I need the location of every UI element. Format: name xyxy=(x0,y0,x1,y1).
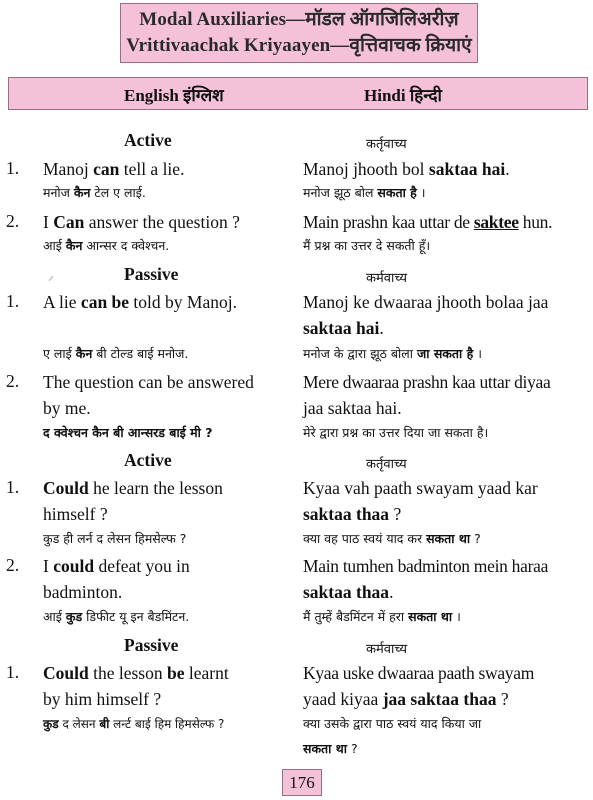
hindi-romanized-sentence-line-1: Mere dwaaraa prashn kaa uttar diyaa xyxy=(303,372,551,392)
hindi-romanized-sentence: Manoj jhooth bol saktaa hai. xyxy=(303,159,510,179)
english-sentence-line-2: himself ? xyxy=(43,504,108,524)
english-transliteration: ए लाई कैन बी टोल्ड बाई मनोज. xyxy=(43,346,189,361)
hindi-sentence: मेरे द्वारा प्रश्न का उत्तर दिया जा सकता है। xyxy=(303,425,489,440)
entry-number: 1. xyxy=(6,477,20,497)
hindi-romanized-sentence-line-1: Kyaa uske dwaaraa paath swayam xyxy=(303,663,535,683)
hindi-romanized-sentence-line-2: saktaa thaa. xyxy=(303,582,394,602)
hindi-romanized-sentence-line-2: yaad kiyaa jaa saktaa thaa ? xyxy=(303,689,509,709)
english-sentence: Manoj can tell a lie. xyxy=(43,159,185,179)
english-transliteration: आई कुड डिफीट यू इन बैडमिंटन. xyxy=(43,609,190,624)
english-sentence: A lie can be told by Manoj. xyxy=(43,292,237,312)
hindi-sentence: मैं तुम्हें बैडमिंटन में हरा सकता था । xyxy=(303,609,461,624)
stray-mark xyxy=(49,276,54,281)
entry-number: 1. xyxy=(6,662,20,682)
section-heading-passive: Passive xyxy=(124,635,179,655)
hindi-sentence: क्या वह पाठ स्वयं याद कर सकता था ? xyxy=(303,531,481,546)
hindi-sentence: मनोज के द्वारा झूठ बोला जा सकता है । xyxy=(303,346,482,361)
hindi-sentence-line-1: क्या उसके द्वारा पाठ स्वयं याद किया जा xyxy=(303,716,482,731)
hindi-romanized-sentence-line-1: Manoj ke dwaaraa jhooth bolaa jaa xyxy=(303,292,549,312)
section-heading-active-hindi: कर्तृवाच्य xyxy=(366,457,407,472)
chapter-title-line-2: Vrittivaachak Kriyaayen—वृत्तिवाचक क्रियाएं xyxy=(126,35,472,56)
section-heading-passive: Passive xyxy=(124,264,179,284)
hindi-column-header: Hindi हिन्दी xyxy=(364,86,442,105)
hindi-romanized-sentence: Main prashn kaa uttar de saktee hun. xyxy=(303,212,553,232)
hindi-romanized-sentence-line-2: saktaa hai. xyxy=(303,318,384,338)
page-number: 176 xyxy=(282,769,322,796)
english-transliteration: मनोज कैन टेल ए लाई. xyxy=(43,185,146,200)
column-header-bar xyxy=(8,77,588,110)
english-sentence: I Can answer the question ? xyxy=(43,212,240,232)
chapter-title-line-1: Modal Auxiliaries—मॉडल ऑगजिलिअरीज़ xyxy=(139,9,459,30)
entry-number: 2. xyxy=(6,555,20,575)
english-sentence-line-1: Could he learn the lesson xyxy=(43,478,223,498)
english-sentence-line-2: by me. xyxy=(43,398,91,418)
hindi-romanized-sentence-line-1: Main tumhen badminton mein haraa xyxy=(303,556,549,576)
english-sentence-line-2: badminton. xyxy=(43,582,123,602)
entry-number: 1. xyxy=(6,291,20,311)
english-transliteration: द क्वेश्चन कैन बी आन्सरड बाई मी ? xyxy=(43,425,213,440)
english-sentence-line-1: Could the lesson be learnt xyxy=(43,663,229,683)
section-heading-active: Active xyxy=(124,450,172,470)
english-column-header: English इंग्लिश xyxy=(124,86,224,105)
english-sentence-line-2: by him himself ? xyxy=(43,689,162,709)
section-heading-passive-hindi: कर्मवाच्य xyxy=(366,642,408,657)
entry-number: 1. xyxy=(6,158,20,178)
hindi-romanized-sentence-line-1: Kyaa vah paath swayam yaad kar xyxy=(303,478,538,498)
chapter-title-box xyxy=(120,3,478,63)
section-heading-active-hindi: कर्तृवाच्य xyxy=(366,137,407,152)
entry-number: 2. xyxy=(6,371,20,391)
hindi-romanized-sentence-line-2: saktaa thaa ? xyxy=(303,504,402,524)
english-transliteration: आई कैन आन्सर द क्वेश्चन. xyxy=(43,238,170,253)
hindi-sentence: मनोज झूठ बोल सकता है । xyxy=(303,185,426,200)
hindi-romanized-sentence-line-2: jaa saktaa hai. xyxy=(303,398,402,418)
section-heading-active: Active xyxy=(124,130,172,150)
hindi-sentence: मैं प्रश्न का उत्तर दे सकती हूँ। xyxy=(303,238,431,253)
english-sentence-line-1: The question can be answered xyxy=(43,372,254,392)
entry-number: 2. xyxy=(6,211,20,231)
english-transliteration: कुड ही लर्न द लेसन हिमसेल्फ ? xyxy=(43,531,187,546)
english-transliteration: कुड द लेसन बी लर्न्ट बाई हिम हिमसेल्फ ? xyxy=(43,717,225,731)
english-sentence-line-1: I could defeat you in xyxy=(43,556,190,576)
section-heading-passive-hindi: कर्मवाच्य xyxy=(366,271,408,286)
hindi-sentence-line-2: सकता था ? xyxy=(303,741,358,756)
